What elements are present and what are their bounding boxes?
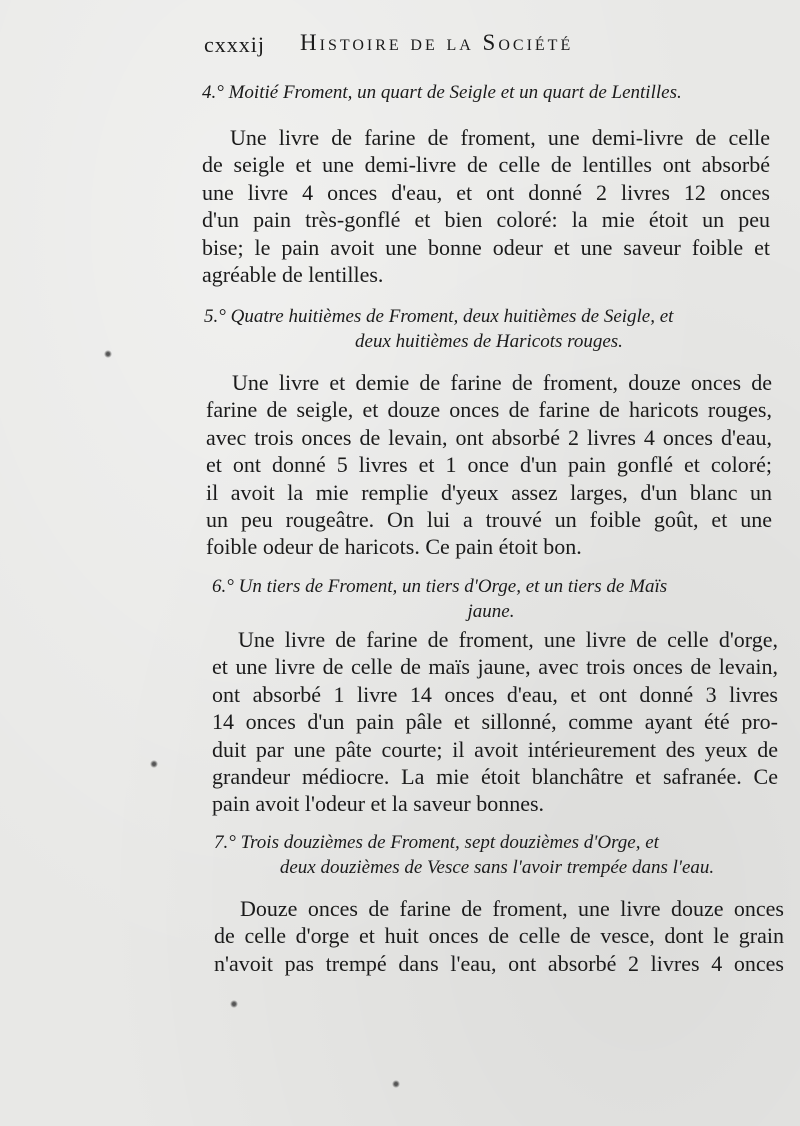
section-title-line: 6.° Un tiers de Froment, un tiers d'Orge, et un tiers de Maïs	[212, 576, 668, 597]
body-line: Une livre et demie de farine de froment, douze onces de	[232, 370, 772, 395]
section-4-body	[202, 124, 770, 288]
body-line: avec trois onces de levain, ont absorbé 2 livres 4 onces d'eau,	[206, 424, 772, 450]
body-line: pain avoit l'odeur et la saveur bonnes.	[212, 791, 545, 817]
section-5-body	[206, 369, 772, 561]
body-line: de celle d'orge et huit onces de celle de vesce, dont le grain	[214, 923, 784, 949]
body-line: grandeur médiocre. La mie étoit blanchâtre et safranée. Ce	[212, 764, 778, 790]
body-line: 14 onces d'un pain pâle et sillonné, comme ayant été pro-	[212, 709, 778, 735]
body-line: ont absorbé 1 livre 14 onces d'eau, et ont donné 3 livres	[212, 681, 778, 707]
body-line: Une livre de farine de froment, une livre de celle d'orge,	[238, 627, 778, 652]
body-line: une livre 4 onces d'eau, et ont donné 2 livres 12 onces	[202, 179, 770, 205]
paper-speck	[150, 760, 158, 768]
section-7-title	[214, 830, 780, 880]
section-6-title	[212, 574, 770, 624]
body-line: un peu rougeâtre. On lui a trouvé un foible goût, et une	[206, 507, 772, 533]
body-line: il avoit la mie remplie d'yeux assez larges, d'un blanc un	[206, 479, 772, 505]
body-line: et une livre de celle de maïs jaune, avec trois onces de levain,	[212, 654, 778, 680]
body-line: foible odeur de haricots. Ce pain étoit bon.	[206, 534, 582, 560]
section-title-line: deux douzièmes de Vesce sans l'avoir trempée dans l'eau.	[279, 857, 715, 878]
section-title-line: 5.° Quatre huitièmes de Froment, deux huitièmes de Seigle, et	[204, 306, 674, 327]
section-5-title	[204, 304, 774, 354]
section-title-line: 4.° Moitié Froment, un quart de Seigle et un quart de Lentilles.	[202, 82, 682, 103]
body-line: duit par une pâte courte; il avoit intérieurement des yeux de	[212, 736, 778, 762]
body-line: et ont donné 5 livres et 1 once d'un pain gonflé et coloré;	[206, 452, 772, 478]
body-line: d'un pain très-gonflé et bien coloré: la mie étoit un peu	[202, 207, 770, 233]
section-6-body	[212, 626, 778, 818]
paper-speck	[104, 350, 112, 358]
body-line: farine de seigle, et douze onces de farine de haricots rouges,	[206, 397, 772, 423]
body-line: Douze onces de farine de froment, une livre douze onces	[240, 896, 784, 921]
body-line: Une livre de farine de froment, une demi-livre de celle	[230, 125, 770, 150]
paper-speck	[230, 1000, 238, 1008]
section-4-title	[202, 80, 772, 105]
section-title-line: 7.° Trois douzièmes de Froment, sept douzièmes d'Orge, et	[214, 832, 659, 853]
page-number: cxxxij	[204, 32, 265, 57]
body-line: n'avoit pas trempé dans l'eau, ont absorbé 2 livres 4 onces	[214, 950, 784, 976]
section-title-line: jaune.	[467, 601, 515, 622]
section-7-body	[214, 895, 784, 977]
section-title-line: deux huitièmes de Haricots rouges.	[355, 331, 623, 352]
running-header	[204, 26, 730, 60]
body-line: agréable de lentilles.	[202, 262, 384, 288]
body-line: de seigle et une demi-livre de celle de lentilles ont absorbé	[202, 152, 770, 178]
body-line: bise; le pain avoit une bonne odeur et une saveur foible et	[202, 234, 770, 260]
paper-speck	[392, 1080, 400, 1088]
running-title: Histoire de la Société	[300, 30, 574, 55]
